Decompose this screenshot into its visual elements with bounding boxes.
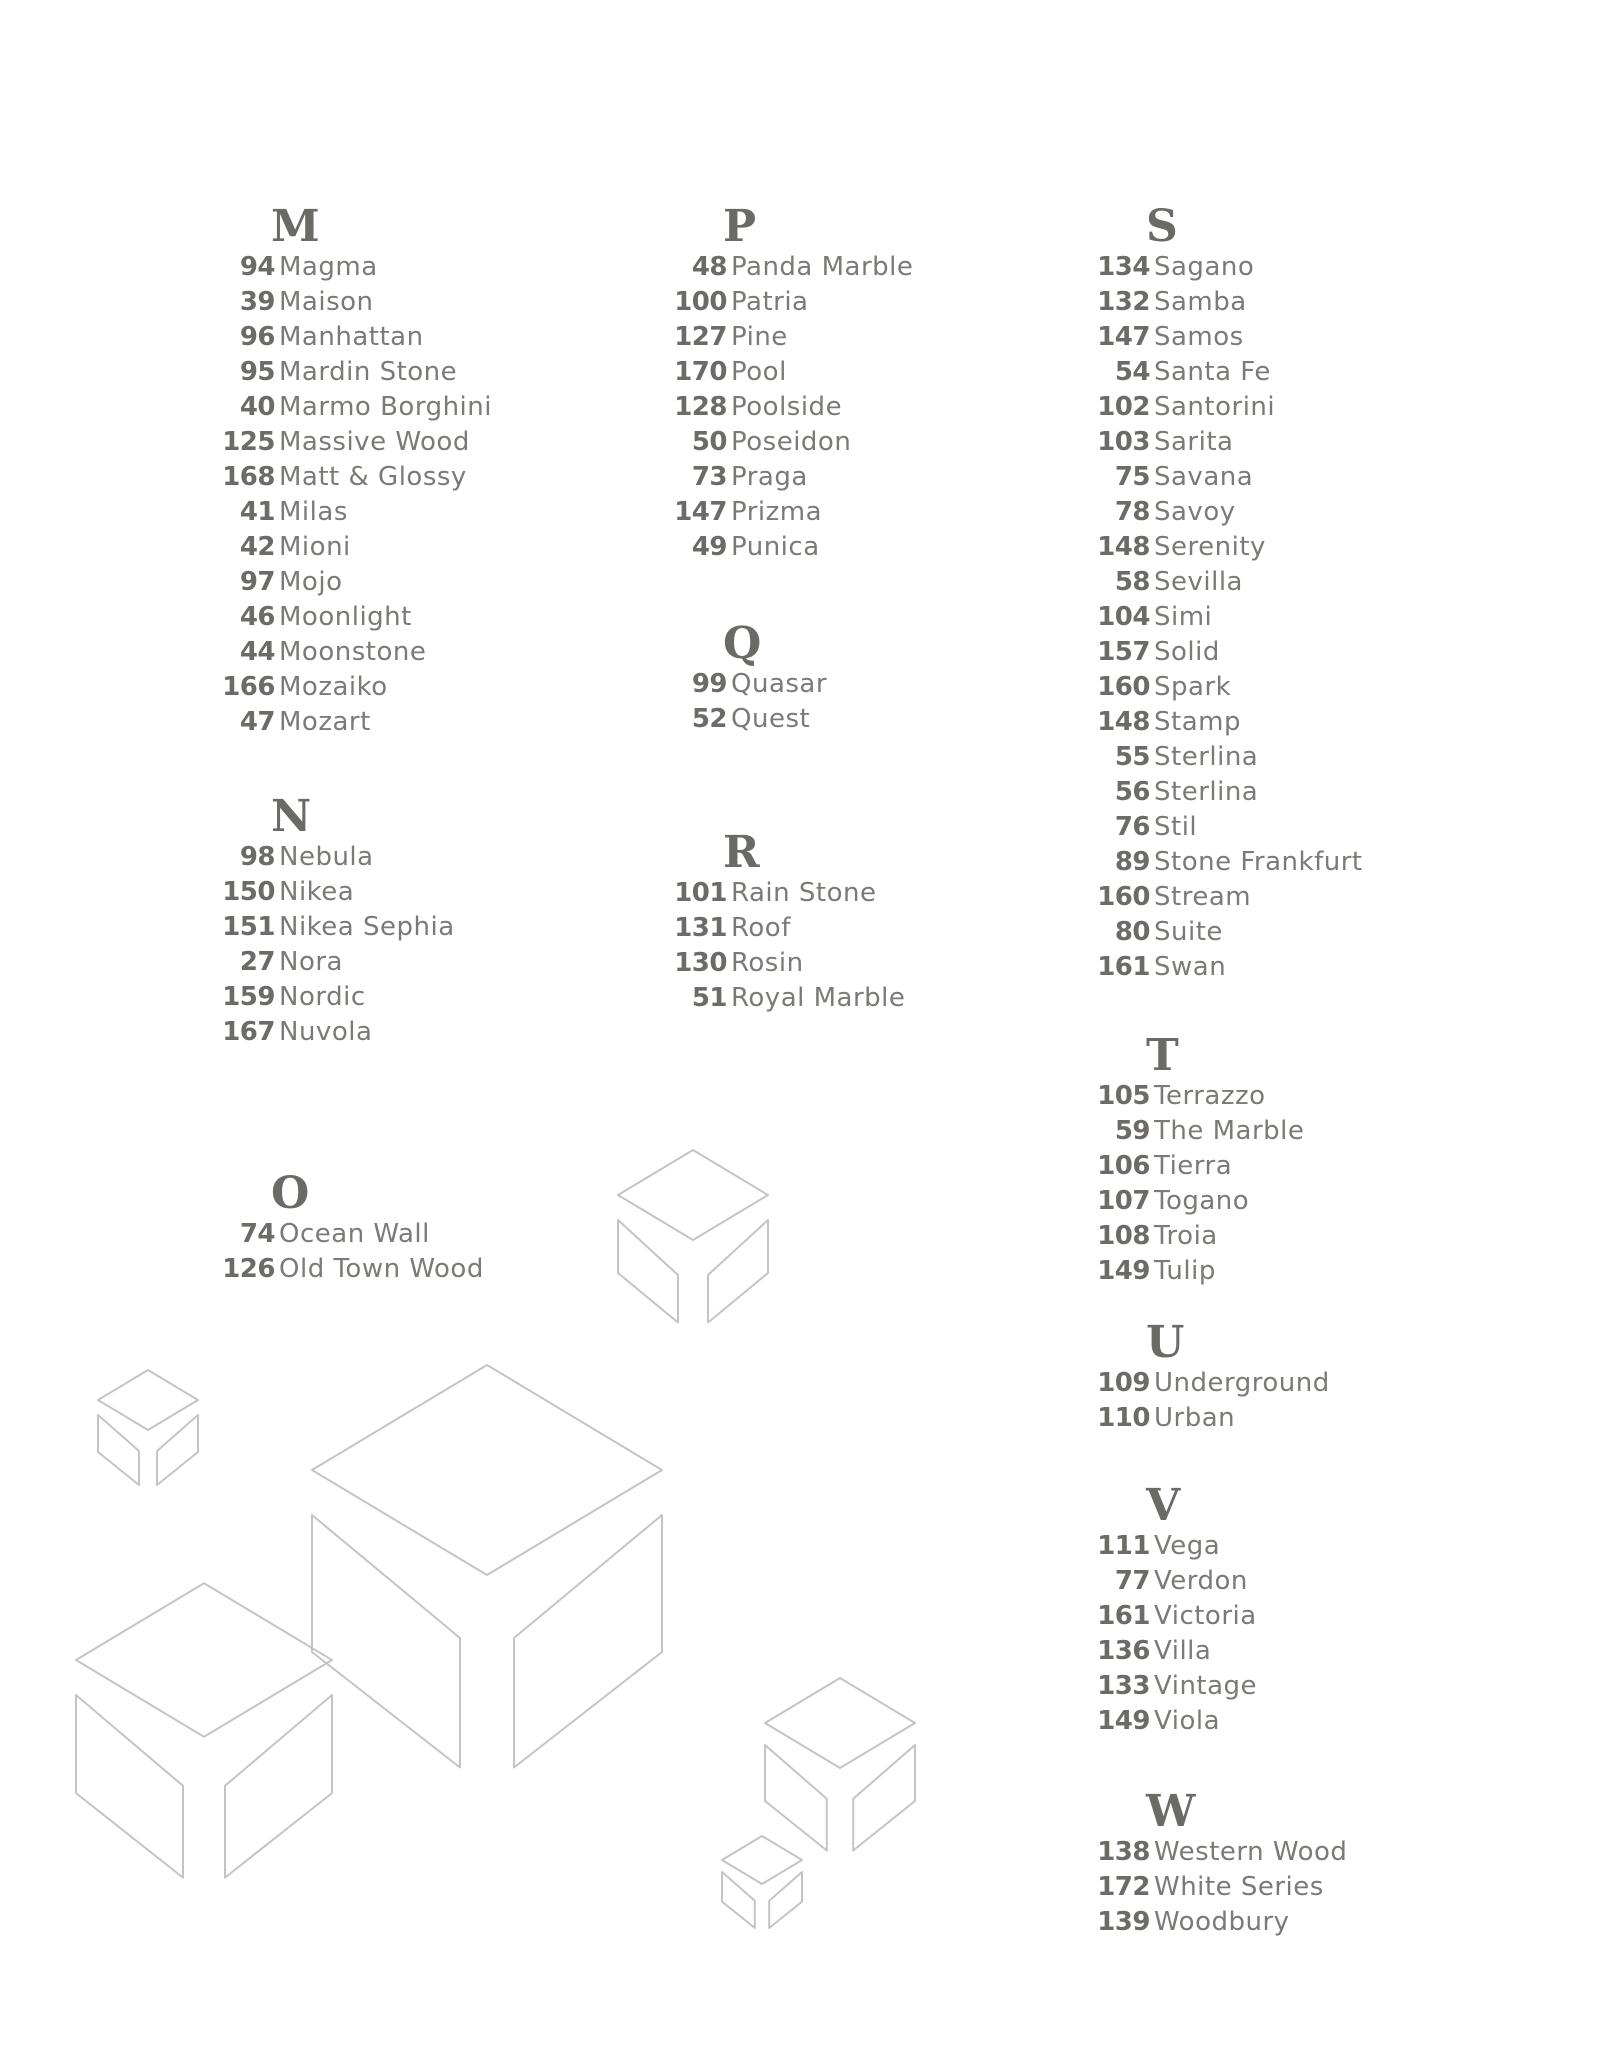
collection-name: Ocean Wall — [279, 1219, 430, 1249]
collection-name: Serenity — [1154, 532, 1266, 562]
collection-name: Marmo Borghini — [279, 392, 492, 422]
cube-face — [769, 1872, 802, 1928]
cube-face — [157, 1415, 198, 1485]
collection-name: Sterlina — [1154, 742, 1259, 772]
cube-outline — [765, 1678, 915, 1851]
collection-name: Simi — [1154, 602, 1213, 632]
collection-name: Moonlight — [279, 602, 412, 632]
collection-name: Samba — [1154, 287, 1247, 317]
collection-name: Tierra — [1154, 1151, 1233, 1181]
collection-name: Royal Marble — [731, 983, 906, 1013]
page-number: 78 — [1114, 497, 1150, 527]
page-number: 52 — [691, 704, 727, 734]
collection-name: Punica — [731, 532, 820, 562]
page-number: 148 — [1097, 532, 1150, 562]
page-number: 103 — [1097, 427, 1150, 457]
collection-name: Terrazzo — [1154, 1081, 1266, 1111]
collection-name: Quest — [731, 704, 811, 734]
collection-name: Mardin Stone — [279, 357, 458, 387]
page-number: 150 — [222, 877, 275, 907]
collection-name: Mioni — [279, 532, 351, 562]
page-number: 168 — [222, 462, 275, 492]
page-number: 108 — [1097, 1221, 1150, 1251]
page-number: 131 — [674, 913, 727, 943]
page-number: 128 — [674, 392, 727, 422]
page-number: 166 — [222, 672, 275, 702]
collection-name: Pool — [731, 357, 787, 387]
collection-name: Stil — [1154, 812, 1198, 842]
collection-name: Rain Stone — [731, 878, 877, 908]
collection-name: Milas — [279, 497, 348, 527]
page-number: 55 — [1114, 742, 1150, 772]
collection-name: Massive Wood — [279, 427, 470, 457]
page-number: 102 — [1097, 392, 1150, 422]
collection-name: Nora — [279, 947, 343, 977]
collection-name: Poseidon — [731, 427, 852, 457]
collection-name: Victoria — [1154, 1601, 1257, 1631]
collection-name: Mozart — [279, 707, 371, 737]
collection-name: Savana — [1154, 462, 1254, 492]
page-number: 76 — [1114, 812, 1150, 842]
cube-outline — [722, 1836, 802, 1928]
page-number: 151 — [222, 912, 275, 942]
cube-face — [225, 1695, 332, 1878]
page-number: 161 — [1097, 952, 1150, 982]
collection-name: Mozaiko — [279, 672, 388, 702]
page-number: 109 — [1097, 1368, 1150, 1398]
collection-name: Mojo — [279, 567, 343, 597]
page-number: 111 — [1097, 1531, 1150, 1561]
collection-name: Sevilla — [1154, 567, 1243, 597]
page-number: 98 — [239, 842, 275, 872]
page-number: 132 — [1097, 287, 1150, 317]
collection-name: Nuvola — [279, 1017, 373, 1047]
collection-name: The Marble — [1154, 1116, 1305, 1146]
collection-name: Urban — [1154, 1403, 1236, 1433]
collection-name: Savoy — [1154, 497, 1236, 527]
section-letter: R — [723, 827, 760, 878]
collection-name: Stamp — [1154, 707, 1241, 737]
page-number: 47 — [239, 707, 275, 737]
collection-name: Magma — [279, 252, 378, 282]
page-number: 94 — [239, 252, 275, 282]
cube-face — [765, 1745, 827, 1851]
page-number: 170 — [674, 357, 727, 387]
page-number: 58 — [1114, 567, 1150, 597]
page-number: 110 — [1097, 1403, 1150, 1433]
page-number: 105 — [1097, 1081, 1150, 1111]
page-number: 75 — [1114, 462, 1150, 492]
cube-face — [312, 1365, 662, 1575]
page-number: 48 — [691, 252, 727, 282]
page-number: 101 — [674, 878, 727, 908]
page-number: 49 — [691, 532, 727, 562]
collection-name: Vintage — [1154, 1671, 1258, 1701]
cube-face — [98, 1370, 198, 1430]
cube-face — [98, 1415, 139, 1485]
collection-name: Verdon — [1154, 1566, 1248, 1596]
collection-name: Stone Frankfurt — [1154, 847, 1363, 877]
cube-outline — [312, 1365, 662, 1768]
collection-name: Poolside — [731, 392, 843, 422]
collection-name: Nikea Sephia — [279, 912, 455, 942]
cube-face — [514, 1515, 662, 1768]
collection-name: Woodbury — [1154, 1907, 1290, 1937]
page-number: 130 — [674, 948, 727, 978]
collection-name: White Series — [1154, 1872, 1324, 1902]
cube-face — [765, 1678, 915, 1768]
section-letter: O — [271, 1168, 310, 1219]
collection-name: Underground — [1154, 1368, 1330, 1398]
page-number: 74 — [239, 1219, 275, 1249]
collection-name: Nordic — [279, 982, 366, 1012]
section-letter: V — [1146, 1480, 1181, 1531]
page-number: 56 — [1114, 777, 1150, 807]
page-number: 54 — [1114, 357, 1150, 387]
cube-face — [853, 1745, 915, 1851]
section-letter: W — [1146, 1786, 1196, 1837]
section-letter: T — [1146, 1030, 1179, 1081]
page-number: 157 — [1097, 637, 1150, 667]
cube-face — [722, 1836, 802, 1884]
page-number: 161 — [1097, 1601, 1150, 1631]
collection-name: Patria — [731, 287, 809, 317]
page-number: 41 — [239, 497, 275, 527]
collection-name: Spark — [1154, 672, 1232, 702]
page-number: 147 — [674, 497, 727, 527]
page-number: 97 — [239, 567, 275, 597]
page-number: 40 — [239, 392, 275, 422]
section-letter: U — [1146, 1317, 1185, 1368]
collection-name: Moonstone — [279, 637, 427, 667]
collection-name: Troia — [1154, 1221, 1218, 1251]
page-number: 160 — [1097, 882, 1150, 912]
page-number: 89 — [1114, 847, 1150, 877]
page-number: 44 — [239, 637, 275, 667]
collection-name: Swan — [1154, 952, 1227, 982]
page-number: 100 — [674, 287, 727, 317]
page-number: 167 — [222, 1017, 275, 1047]
cube-outline — [76, 1583, 332, 1877]
page-number: 106 — [1097, 1151, 1150, 1181]
section-letter: P — [723, 201, 757, 252]
cube-face — [708, 1220, 768, 1323]
page-number: 125 — [222, 427, 275, 457]
page-number: 80 — [1114, 917, 1150, 947]
section-letter: Q — [723, 618, 762, 669]
collection-name: Santa Fe — [1154, 357, 1271, 387]
collection-name: Togano — [1154, 1186, 1250, 1216]
collection-name: Sarita — [1154, 427, 1234, 457]
page-number: 148 — [1097, 707, 1150, 737]
page-number: 39 — [239, 287, 275, 317]
page-number: 107 — [1097, 1186, 1150, 1216]
page-number: 59 — [1114, 1116, 1150, 1146]
page-number: 99 — [691, 669, 727, 699]
collection-name: Prizma — [731, 497, 823, 527]
cube-face — [618, 1220, 678, 1323]
page-number: 149 — [1097, 1256, 1150, 1286]
page-number: 159 — [222, 982, 275, 1012]
page-number: 149 — [1097, 1706, 1150, 1736]
cube-face — [722, 1872, 755, 1928]
collection-name: Manhattan — [279, 322, 424, 352]
page-number: 27 — [239, 947, 275, 977]
collection-name: Maison — [279, 287, 374, 317]
collection-name: Vega — [1154, 1531, 1221, 1561]
collection-name: Suite — [1154, 917, 1223, 947]
collection-name: Rosin — [731, 948, 804, 978]
page-number: 160 — [1097, 672, 1150, 702]
collection-name: Panda Marble — [731, 252, 914, 282]
cube-face — [76, 1583, 332, 1737]
page-number: 172 — [1097, 1872, 1150, 1902]
collection-name: Nikea — [279, 877, 355, 907]
page-number: 147 — [1097, 322, 1150, 352]
page-number: 77 — [1114, 1566, 1150, 1596]
collection-name: Samos — [1154, 322, 1244, 352]
page-number: 51 — [691, 983, 727, 1013]
collection-name: Tulip — [1154, 1256, 1216, 1286]
page-number: 133 — [1097, 1671, 1150, 1701]
page-number: 127 — [674, 322, 727, 352]
section-letter: S — [1146, 201, 1178, 252]
page-number: 136 — [1097, 1636, 1150, 1666]
collection-name: Quasar — [731, 669, 828, 699]
page-number: 139 — [1097, 1907, 1150, 1937]
page-number: 73 — [691, 462, 727, 492]
collection-name: Villa — [1154, 1636, 1212, 1666]
collection-name: Roof — [731, 913, 791, 943]
page-number: 104 — [1097, 602, 1150, 632]
cube-face — [312, 1515, 460, 1768]
page-number: 46 — [239, 602, 275, 632]
cube-face — [618, 1150, 768, 1240]
collection-name: Santorini — [1154, 392, 1276, 422]
page-number: 42 — [239, 532, 275, 562]
section-letter: M — [271, 201, 320, 252]
collection-name: Old Town Wood — [279, 1254, 484, 1284]
page-number: 138 — [1097, 1837, 1150, 1867]
page-number: 95 — [239, 357, 275, 387]
collection-name: Pine — [731, 322, 788, 352]
collection-name: Stream — [1154, 882, 1252, 912]
cube-face — [76, 1695, 183, 1878]
page-number: 134 — [1097, 252, 1150, 282]
cube-outline — [98, 1370, 198, 1485]
page-number: 126 — [222, 1254, 275, 1284]
collection-name: Sagano — [1154, 252, 1255, 282]
collection-name: Praga — [731, 462, 808, 492]
page-number: 96 — [239, 322, 275, 352]
collection-name: Solid — [1154, 637, 1220, 667]
page-number: 50 — [691, 427, 727, 457]
collection-name: Western Wood — [1154, 1837, 1348, 1867]
collection-name: Nebula — [279, 842, 374, 872]
section-letter: N — [271, 791, 312, 842]
collection-name: Viola — [1154, 1706, 1221, 1736]
collection-name: Matt & Glossy — [279, 462, 467, 492]
collection-name: Sterlina — [1154, 777, 1259, 807]
cube-outline — [618, 1150, 768, 1323]
